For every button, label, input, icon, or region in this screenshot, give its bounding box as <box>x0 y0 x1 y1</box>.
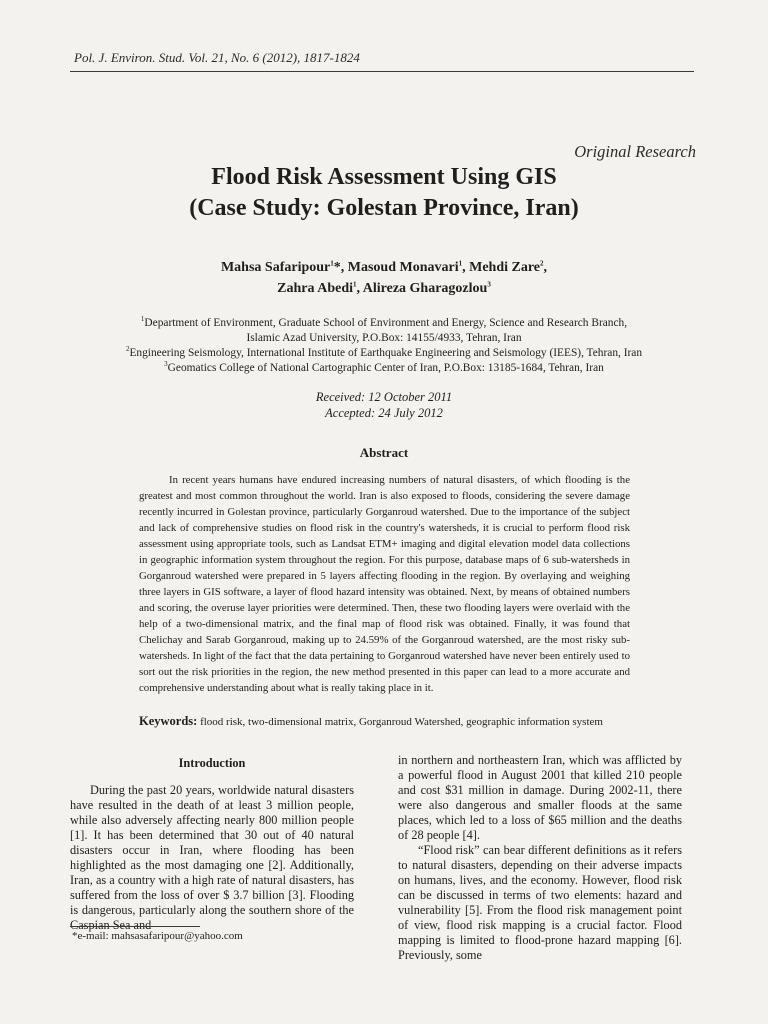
author-affil-sup: 1 <box>353 280 357 289</box>
author-name: , Alireza Gharagozlou <box>356 281 488 296</box>
abstract-heading: Abstract <box>359 445 409 460</box>
header-rule <box>70 71 694 72</box>
journal-reference: Pol. J. Environ. Stud. Vol. 21, No. 6 (2012), 1817-1824 <box>74 50 360 65</box>
body-paragraph: in northern and northeastern Iran, which was afflicted by a powerful flood in August 2001 that killed 210 people and cost $31 million in damage. During 2002-11, there were also dangerous and smaller floods at the same places, which led to a loss of $65 million and the deaths of 28 people [4]. <box>398 753 682 842</box>
author-affil-sup: 3 <box>487 280 491 289</box>
affiliation-line: Islamic Azad University, P.O.Box: 14155/4933, Tehran, Iran <box>246 332 522 344</box>
corresponding-mark: * <box>333 260 341 275</box>
affiliation-line: $^2$Engineering Seismology, International Institute of Earthquake Engineering and Seismology (IEES), Tehran, Iran <box>125 345 643 359</box>
keywords-text: flood risk, two-dimensional matrix, Gorganroud Watershed, geographic information system <box>197 716 603 728</box>
dates <box>70 389 698 421</box>
author-name: Zahra Abedi <box>277 281 354 296</box>
footnote-rule <box>70 926 200 927</box>
paper-title <box>70 162 698 224</box>
affiliations <box>70 316 698 376</box>
article-type: Original Research <box>574 142 696 161</box>
body-column-left <box>70 783 354 933</box>
keywords <box>139 714 659 729</box>
author-affil-sup: 1 <box>330 259 334 268</box>
author-affil-sup: 1 <box>458 259 463 268</box>
affiliation-line: $^3$Geomatics College of National Cartographic Center of Iran, P.O.Box: 13185-1684, Tehran, Iran <box>164 360 604 374</box>
accepted-date: Accepted: 24 July 2012 <box>325 406 443 420</box>
author-name: , Mehdi Zare <box>462 260 541 275</box>
abstract-text: In recent years humans have endured increasing numbers of natural disasters, of which flooding is the greatest and most common throughout the world. Iran is also exposed to floods, considering the severe damage recently incurred in Golestan province, particularly Gorganroud watershed. Due to the importance of the subject and lack of comprehensive studies on flood risk in the country's watersheds, it is crucial to perform flood risk assessment using appropriate tools, such as Landsat ETM+ imaging and digital elevation model data collections in geographic information system throughout the region. For this purpose, database maps of 6 sub-watersheds in Gorganroud watershed were prepared in 5 layers affecting flooding in the region. By overlaying and weighing three layers in GIS software, a layer of flood hazard intensity was obtained. Next, by means of obtained numbers and scoring, the overuse layer priorities were determined. Then, these two flooding layers were overlaid with the help of a two-dimensional matrix, and the final map of flood risk was obtained. Finally, it was found that Chelichay and Sarab Gorganroud, making up to 24.59% of the Gorganroud watershed, are the most risky sub-watersheds. In light of the fact that the data pertaining to Gorganroud watershed have never been entirely used to sort out the risk priorities in the region, the new method presented in this paper can lead to a more accurate and comprehensive understanding about what is really taking place in it. <box>139 474 630 694</box>
received-date: Received: 12 October 2011 <box>315 390 453 404</box>
author-name: , Masoud Monavari <box>340 260 459 275</box>
author-name: Mahsa Safaripour <box>220 260 331 275</box>
title-line-2: (Case Study: Golestan Province, Iran) <box>189 195 579 221</box>
body-column-right <box>398 753 682 963</box>
title-line-1: Flood Risk Assessment Using GIS <box>211 164 557 190</box>
footnote-email: *e-mail: mahsasafaripour@yahoo.com <box>72 930 243 942</box>
body-paragraph: During the past 20 years, worldwide natural disasters have resulted in the death of at least 3 million people, while also adversely affecting nearly 800 million people [1]. It has been determined that 30 out of 40 natural disasters occur in Iran, where flooding has been highlighted as the most damaging one [2]. Additionally, Iran, as a country with a high rate of natural disasters, has suffered from the loss of over $ 3.7 billion [3]. Flooding is dangerous, particularly along the southern shore of the Caspian Sea and <box>70 783 354 932</box>
keywords-label: Keywords: <box>139 714 198 728</box>
section-heading-introduction: Introduction <box>178 756 246 770</box>
author-list <box>70 257 698 299</box>
author-separator: , <box>543 260 548 275</box>
author-affil-sup: 2 <box>540 259 544 268</box>
affiliation-line: $^1$Department of Environment, Graduate School of Environment and Energy, Science and Research Branch, <box>140 315 628 329</box>
body-paragraph: “Flood risk” can bear different definitions as it refers to natural disasters, depending on their adverse impacts on humans, lives, and the economy. However, flood risk can be discussed in terms of two elements: hazard and vulnerability [5]. From the flood risk management point of view, flood risk mapping is a crucial factor. Flood mapping is limited to flood-prone hazard mapping [6]. Previously, some <box>398 843 682 962</box>
